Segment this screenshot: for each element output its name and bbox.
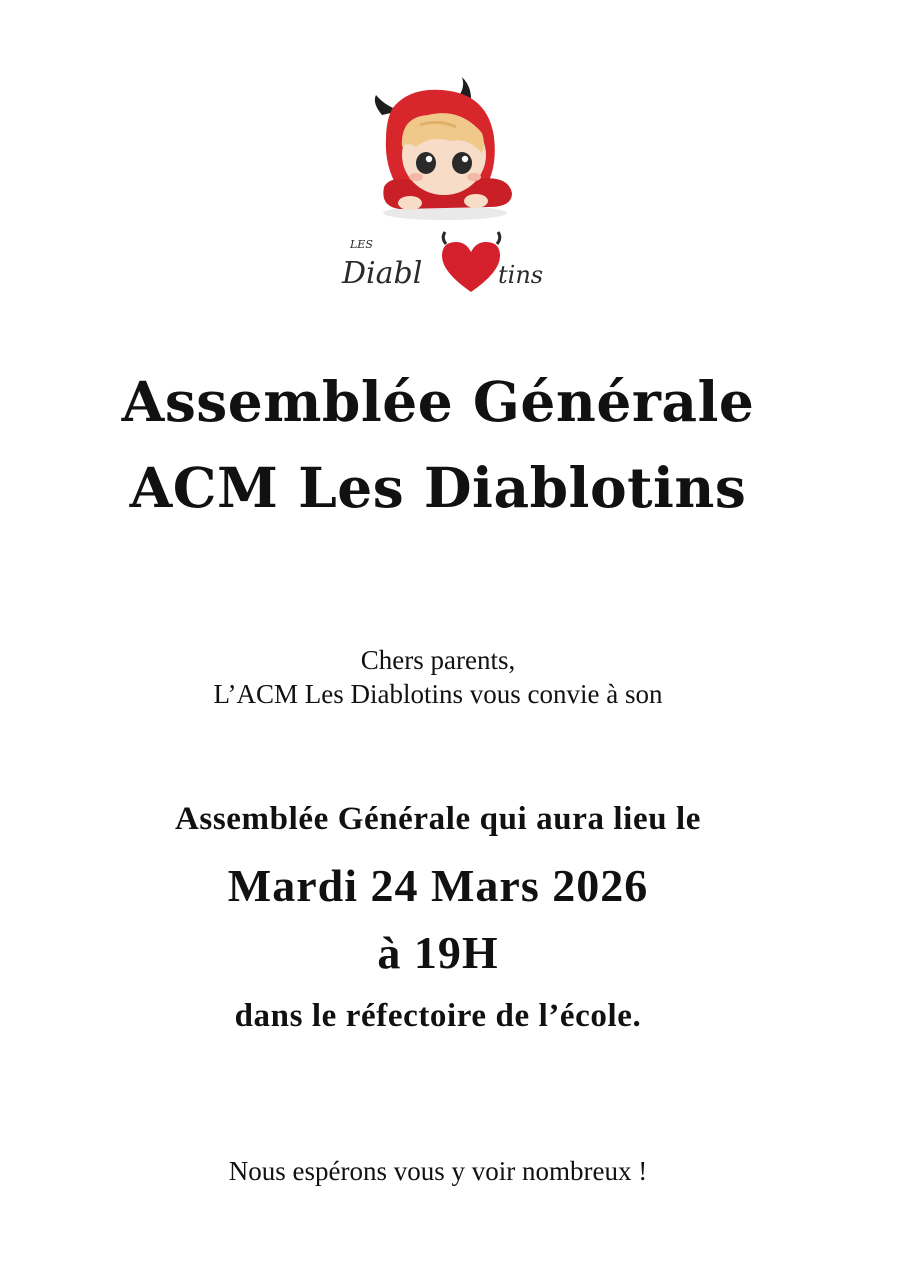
event-place: dans le réfectoire de l’école.	[234, 998, 642, 1034]
heart-icon	[442, 232, 500, 292]
logo-small-word: LES	[350, 238, 373, 251]
page-title-line2: ACM Les Diablotins	[129, 455, 747, 520]
closing-message: Nous espérons vous y voir nombreux !	[228, 1156, 648, 1186]
devil-child-mascot-icon	[370, 75, 520, 225]
event-date: Mardi 24 Mars 2026	[227, 860, 649, 911]
intro-greeting: Chers parents,	[360, 645, 516, 675]
logo-word-end: tins	[498, 261, 544, 289]
intro-invitation: L’ACM Les Diablotins vous convie à son	[213, 679, 663, 709]
event-lead: Assemblée Générale qui aura lieu le	[174, 801, 702, 837]
page-title-line1: Assemblée Générale	[121, 369, 755, 434]
diablotins-logo	[338, 228, 563, 300]
event-time: à 19H	[377, 927, 499, 978]
logo-word-start: Diabl	[342, 256, 423, 291]
